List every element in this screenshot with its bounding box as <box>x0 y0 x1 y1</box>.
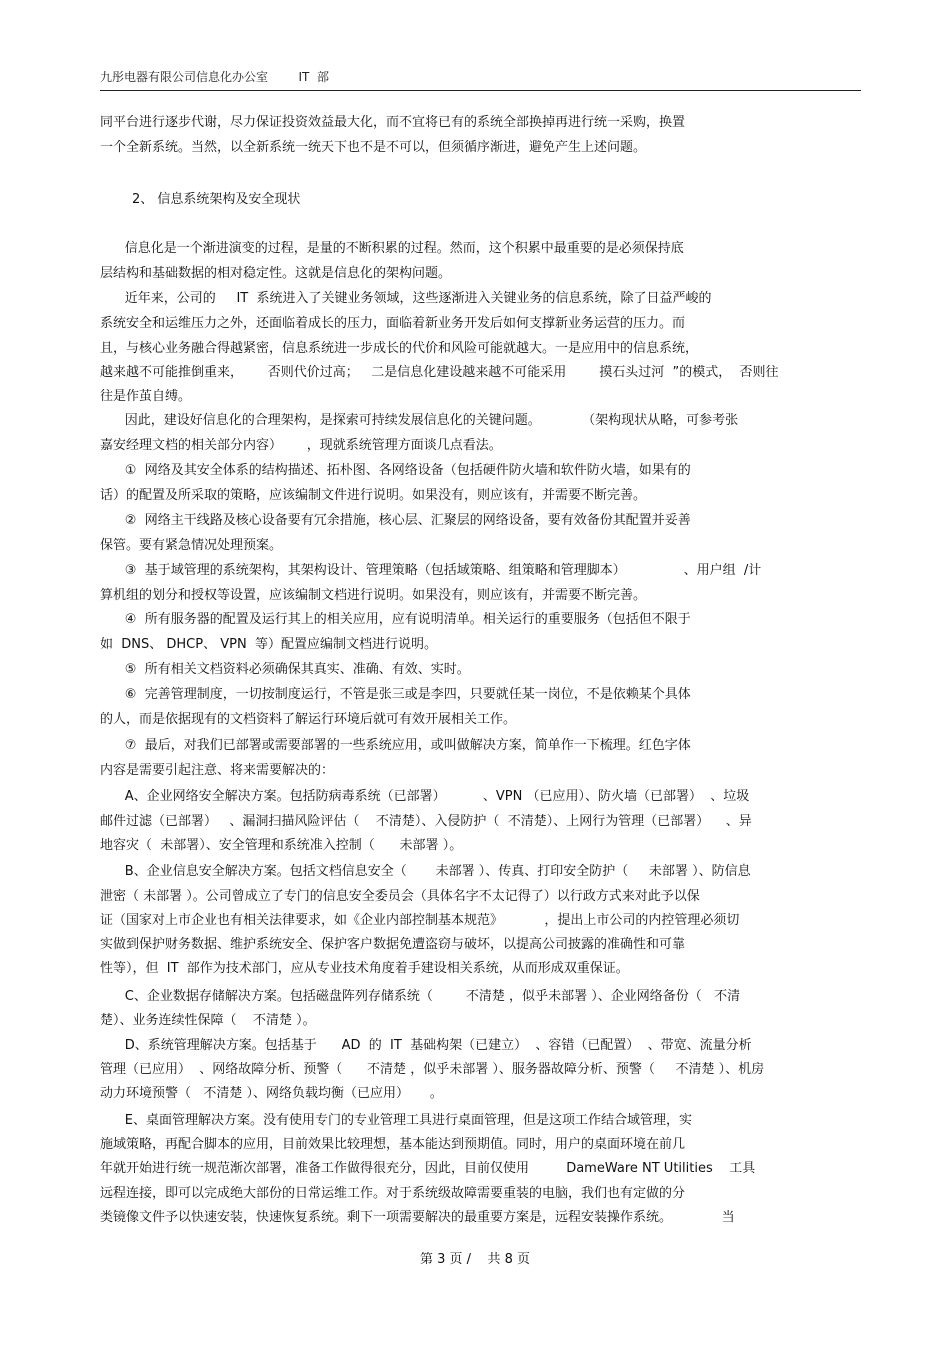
page-number: 第 3 页 / 共 8 页 <box>419 1252 531 1267</box>
body-line: 如 DNS、 DHCP、 VPN 等）配置应编制文档进行说明。 <box>100 637 437 652</box>
body-line: 管理（已应用） 、网络故障分析、预警（ 不清楚 ，似乎未部署 ）、服务器故障分析、预警（ 不清楚 ）、机房 <box>100 1062 765 1077</box>
body-line: 越来越不可能推倒重来， 否则代价过高； 二是信息化建设越来越不可能采用 摸石头过河 ”的模式， 否则往 <box>100 365 779 380</box>
header-text: 九彤电器有限公司信息化办公室 IT 部 <box>100 70 330 84</box>
body-line: 嘉安经理文档的相关部分内容） ，现就系统管理方面谈几点看法。 <box>100 438 502 453</box>
body-line: 泄密（ 未部署 ）。公司曾成立了专门的信息安全委员会（具体名字不太记得了）以行政方式来对此予以保 <box>100 889 700 904</box>
body-line: C、企业数据存储解决方案。包括磁盘阵列存储系统（ 不清楚 ，似乎未部署 ）、企业网络备份（ 不清 <box>100 989 741 1004</box>
body-line: 年就开始进行统一规范渐次部署，准备工作做得很充分，因此，目前仅使用 DameWare NT Utilities 工具 <box>100 1161 756 1176</box>
body-line: 施域策略，再配合脚本的应用，目前效果比较理想，基本能达到预期值。同时，用户的桌面环境在前几 <box>100 1137 686 1152</box>
body-line: 同平台进行逐步代谢，尽力保证投资效益最大化，而不宜将已有的系统全部换掉再进行统一采购，换置 <box>100 115 686 130</box>
body-line: ② 网络主干线路及核心设备要有冗余措施，核心层、汇聚层的网络设备，要有效备份其配置并妥善 <box>100 513 691 528</box>
body-line: A、企业网络安全解决方案。包括防病毒系统（已部署） 、VPN （已应用）、防火墙（已部署） 、垃圾 <box>100 789 750 804</box>
body-line: 因此，建设好信息化的合理架构，是探索可持续发展信息化的关键问题。 （架构现状从略，可参考张 <box>100 413 739 428</box>
body-line: 信息化是一个渐进演变的过程，是量的不断积累的过程。然而，这个积累中最重要的是必须保持底 <box>100 241 684 256</box>
body-line: 一个全新系统。当然，以全新系统一统天下也不是不可以，但须循序渐进，避免产生上述问题。 <box>100 140 647 155</box>
body-line: 内容是需要引起注意、将来需要解决的： <box>100 763 335 778</box>
body-line: 的人，而是依据现有的文档资料了解运行环境后就可有效开展相关工作。 <box>100 712 517 727</box>
body-line: ① 网络及其安全体系的结构描述、拓朴图、各网络设备（包括硬件防火墙和软件防火墙，如果有的 <box>100 463 691 478</box>
page-footer <box>0 1248 950 1267</box>
page-header <box>100 68 861 91</box>
body-line: 近年来，公司的 IT 系统进入了关键业务领域，这些逐渐进入关键业务的信息系统，除了日益严峻的 <box>100 291 712 306</box>
body-line: 性等），但 IT 部作为技术部门，应从专业技术角度着手建设相关系统，从而形成双重保证。 <box>100 961 629 976</box>
body-line: 保管。要有紧急情况处理预案。 <box>100 538 283 553</box>
body-line: ④ 所有服务器的配置及运行其上的相关应用，应有说明清单。相关运行的重要服务（包括但不限于 <box>100 612 691 627</box>
body-line: D、系统管理解决方案。包括基于 AD 的 IT 基础构架（已建立） 、容错（已配置） 、带宽、流量分析 <box>100 1038 752 1053</box>
body-line: 楚）、业务连续性保障（ 不清楚 ）。 <box>100 1013 316 1028</box>
body-line: 类镜像文件予以快速安装，快速恢复系统。剩下一项需要解决的最重要方案是，远程安装操作系统。 当 <box>100 1210 735 1225</box>
body-line: ⑥ 完善管理制度，一切按制度运行，不管是张三或是李四，只要就任某一岗位，不是依赖某个具体 <box>100 687 691 702</box>
body-line: 且，与核心业务融合得越紧密，信息系统进一步成长的代价和风险可能就越大。一是应用中的信息系统， <box>100 341 699 356</box>
body-line: ③ 基于域管理的系统架构，其架构设计、管理策略（包括域策略、组策略和管理脚本） 、用户组 /计 <box>100 563 762 578</box>
body-line: 话）的配置及所采取的策略，应该编制文件进行说明。如果没有，则应该有，并需要不断完善。 <box>100 488 647 503</box>
body-line: E、桌面管理解决方案。没有使用专门的专业管理工具进行桌面管理，但是这项工作结合域管理，实 <box>100 1113 693 1128</box>
body-line: 邮件过滤（已部署） 、漏洞扫描风险评估（ 不清楚）、入侵防护（ 不清楚）、上网行为管理（已部署） 、异 <box>100 814 752 829</box>
body-line: B、企业信息安全解决方案。包括文档信息安全（ 未部署 ）、传真、打印安全防护（ 未部署 ）、防信息 <box>100 864 751 879</box>
body-line: 往是作茧自缚。 <box>100 389 192 404</box>
body-line: 实做到保护财务数据、维护系统安全、保护客户数据免遭盗窃与破坏，以提高公司披露的准确性和可靠 <box>100 937 686 952</box>
body-line: ⑤ 所有相关文档资料必须确保其真实、准确、有效、实时。 <box>100 662 470 677</box>
body-line: ⑦ 最后，对我们已部署或需要部署的一些系统应用，或叫做解决方案，简单作一下梳理。红色字体 <box>100 738 691 753</box>
body-line: 动力环境预警（ 不清楚 ）、网络负载均衡（已应用） 。 <box>100 1086 443 1101</box>
body-line: 证（国家对上市企业也有相关法律要求，如《企业内部控制基本规范》 ，提出上市公司的内控管理必须切 <box>100 913 740 928</box>
body-line: 层结构和基础数据的相对稳定性。这就是信息化的架构问题。 <box>100 266 452 281</box>
body-line: 系统安全和运维压力之外，还面临着成长的压力，面临着新业务开发后如何支撑新业务运营的压力。而 <box>100 316 686 331</box>
body-line: 地容灾（ 未部署）、安全管理和系统准入控制（ 未部署 ）。 <box>100 838 463 853</box>
body-line: 远程连接，即可以完成绝大部份的日常运维工作。对于系统级故障需要重装的电脑，我们也有定做的分 <box>100 1186 686 1201</box>
section-heading: 2、 信息系统架构及安全现状 <box>132 192 301 207</box>
body-line: 算机组的划分和授权等设置，应该编制文档进行说明。如果没有，则应该有，并需要不断完善。 <box>100 588 647 603</box>
